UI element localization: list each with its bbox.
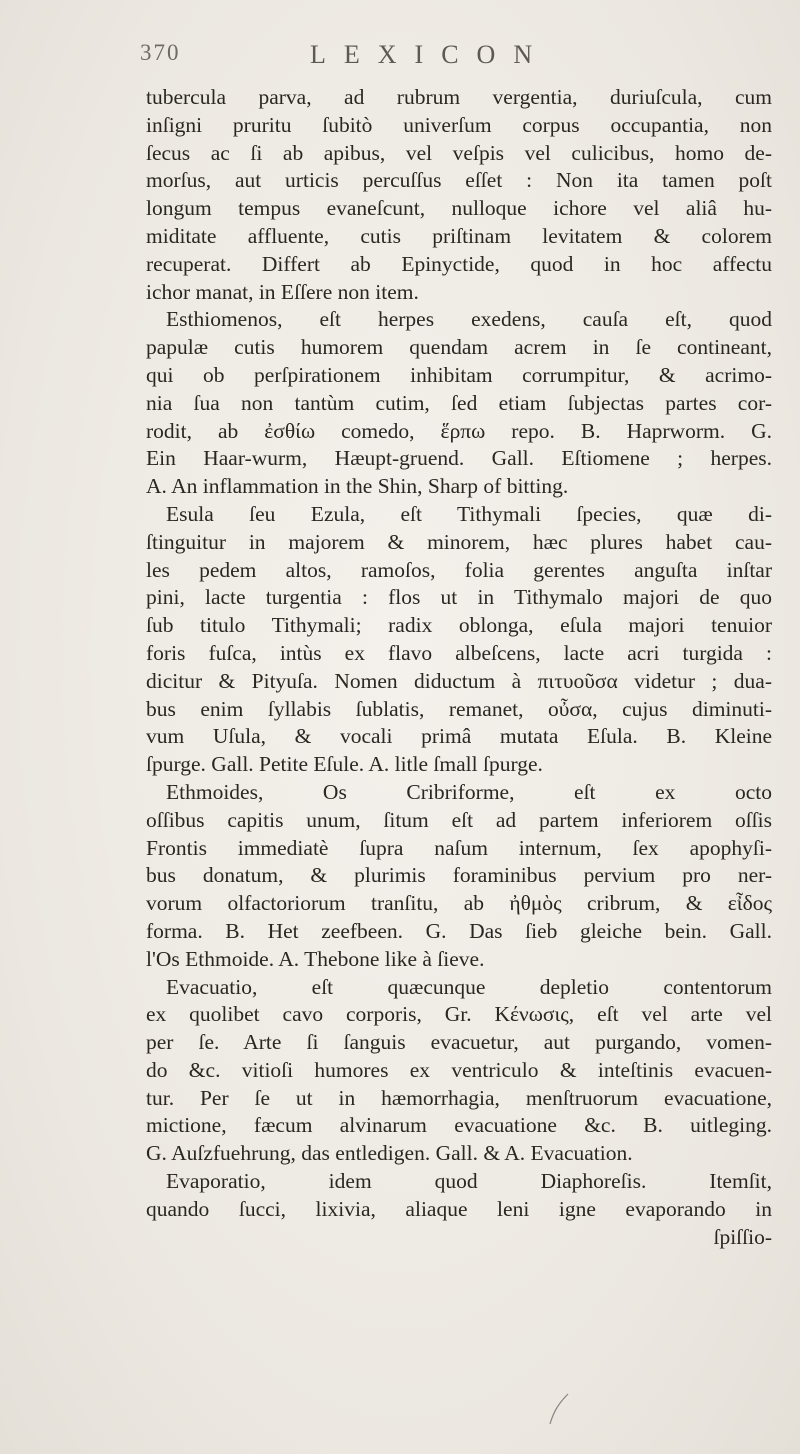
entry-headline: Esthiomenos, eſt herpes exedens, cauſa eſt, quod [166,307,772,332]
text-line: bus enim ſyllabis ſublatis, remanet, οὖσα, cujus diminuti- [146,696,772,721]
text-line: nia ſua non tantùm cutim, ſed etiam ſubjectas partes cor- [146,390,772,415]
text-line: ſpurge. Gall. Petite Eſule. A. litle ſmall ſpurge. [146,752,543,777]
text-line: dicitur & Pityuſa. Nomen diductum à πιτυοῦσα videtur ; dua- [146,668,772,693]
text-line: tubercula parva, ad rubrum vergentia, duriuſcula, cum [146,85,772,109]
ink-mark [548,1392,570,1426]
running-head: LEXICON [310,40,551,69]
text-line: Ein Haar-wurm, Hæupt-gruend. Gall. Eſtiomene ; herpes. [146,446,772,471]
entry-evaporatio [146,1168,772,1251]
text-line: vum Uſula, & vocali primâ mutata Eſula. B. Kleine [146,724,772,749]
entry-headline: Esula ſeu Ezula, eſt Tithymali ſpecies, quæ di- [166,501,772,526]
text-line: ſecus ac ſi ab apibus, vel veſpis vel culicibus, homo de- [146,140,772,165]
text-line: papulæ cutis humorem quendam acrem in ſe contineant, [146,335,772,360]
text-line: qui ob perſpirationem inhibitam corrumpitur, & acrimo- [146,362,772,387]
text-line: forma. B. Het zeefbeen. G. Das ſieb gleiche bein. Gall. [146,918,772,943]
text-line: ex quolibet cavo corporis, Gr. Κένωσις, eſt vel arte vel [146,1002,772,1027]
text-line: foris fuſca, intùs ex flavo albeſcens, lacte acri turgida : [146,640,772,665]
text-line: bus donatum, & plurimis foraminibus pervium pro ner- [146,863,772,888]
text-line: rodit, ab ἐσθίω comedo, ἕρπω repo. B. Haprworm. G. [146,418,772,443]
entry-headline: Evacuatio, eſt quæcunque depletio contentorum [166,974,772,999]
text-line: longum tempus evaneſcunt, nulloque ichore vel aliâ hu- [146,196,772,221]
text-line: ſub titulo Tithymali; radix oblonga, eſula majori tenuior [146,613,772,638]
entry-headline: Ethmoides, Os Cribriforme, eſt ex octo [166,779,772,804]
text-line: tur. Per ſe ut in hæmorrhagia, menſtruorum evacuatione, [146,1085,772,1110]
text-line: vorum olfactoriorum tranſitu, ab ἠθμὸς cribrum, & εἶδος [146,891,772,916]
text-line: morſus, aut urticis percuſſus eſſet : Non ita tamen poſt [146,168,772,193]
text-line: G. Auſzfuehrung, das entledigen. Gall. & A. Evacuation. [146,1141,633,1166]
text-line: Frontis immediatè ſupra naſum internum, ſex apophyſi- [146,835,772,860]
text-line: do &c. vitioſi humores ex ventriculo & inteſtinis evacuen- [146,1057,772,1082]
text-line: ſtinguitur in majorem & minorem, hæc plures habet cau- [146,529,772,554]
text-line: ichor manat, in Eſſere non item. [146,279,419,304]
text-line: mictione, fæcum alvinarum evacuatione &c. B. uitleging. [146,1113,772,1138]
catchword: ſpiſſio- [713,1224,772,1249]
text-line: oſſibus capitis unum, ſitum eſt ad partem inferiorem oſſis [146,807,772,832]
text-line: miditate affluente, cutis priſtinam levitatem & colorem [146,223,772,248]
text-line: pini, lacte turgentia : flos ut in Tithymalo majori de quo [146,585,772,610]
text-line: les pedem altos, ramoſos, folia gerentes anguſta inſtar [146,557,772,582]
entry-evacuatio [146,974,772,1169]
entry-esthiomenos [146,306,772,501]
page-header [140,40,660,74]
text-line: quando ſucci, lixivia, aliaque leni igne evaporando in [146,1196,772,1221]
page-number: 370 [140,40,181,65]
text-line: A. An inflammation in the Shin, Sharp of bitting. [146,474,569,499]
entry-continuation [146,84,772,306]
dictionary-text [146,84,772,1251]
entry-ethmoides [146,779,772,974]
entry-esula [146,501,772,779]
text-line: inſigni pruritu ſubitò univerſum corpus occupantia, non [146,112,772,137]
text-line: recuperat. Differt ab Epinyctide, quod in hoc affectu [146,251,772,276]
text-line: l'Os Ethmoide. A. Thebone like à ſieve. [146,946,485,971]
entry-headline: Evaporatio, idem quod Diaphoreſis. Itemſit, [166,1169,772,1194]
text-line: per ſe. Arte ſi ſanguis evacuetur, aut purgando, vomen- [146,1030,772,1055]
